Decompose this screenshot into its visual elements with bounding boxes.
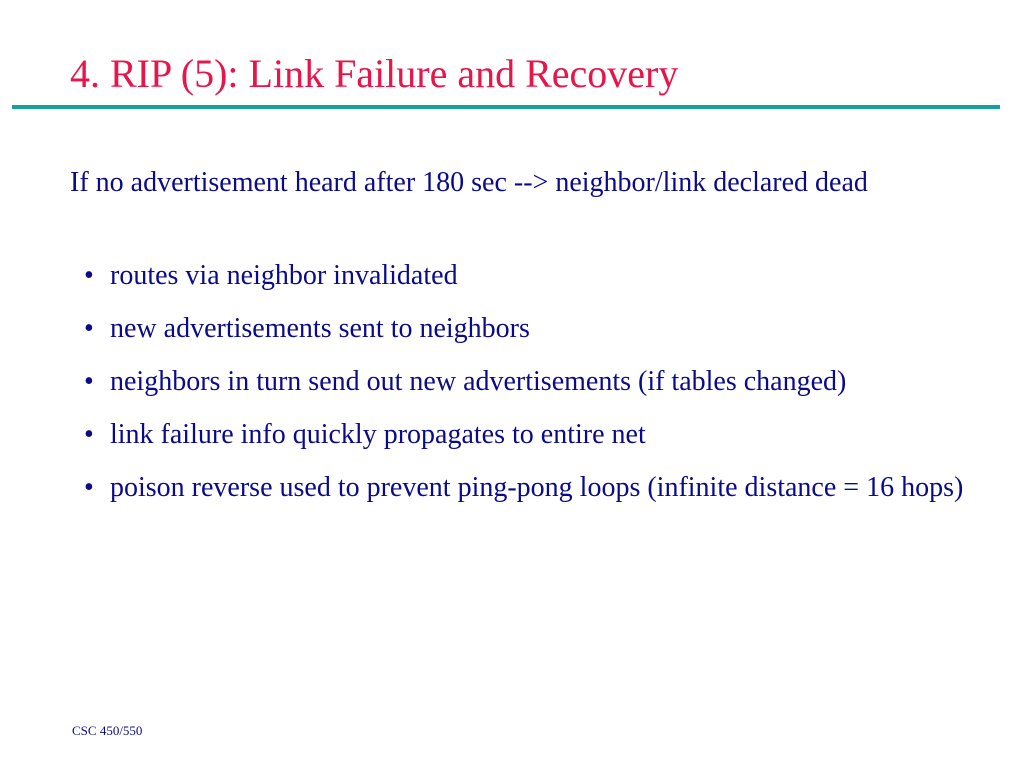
bullet-icon: • — [84, 366, 94, 397]
list-item — [84, 470, 984, 505]
bullet-text: poison reverse used to prevent ping-pong loops (infinite distance = 16 hops) — [110, 472, 964, 503]
title-divider — [12, 105, 1000, 109]
bullet-text: link failure info quickly propagates to entire net — [110, 419, 646, 450]
slide-title: 4. RIP (5): Link Failure and Recovery — [70, 51, 679, 96]
list-item — [84, 364, 984, 399]
bullet-icon: • — [84, 419, 94, 450]
bullet-text: new advertisements sent to neighbors — [110, 313, 530, 344]
list-item — [84, 258, 984, 293]
intro-text: If no advertisement heard after 180 sec --> neighbor/link declared dead — [70, 167, 868, 198]
footer-course-label: CSC 450/550 — [72, 723, 143, 738]
bullet-list — [84, 258, 984, 523]
bullet-text: neighbors in turn send out new advertisements (if tables changed) — [110, 366, 847, 397]
bullet-icon: • — [84, 472, 94, 503]
list-item — [84, 311, 984, 346]
bullet-icon: • — [84, 313, 94, 344]
bullet-icon: • — [84, 260, 94, 291]
list-item — [84, 417, 984, 452]
bullet-text: routes via neighbor invalidated — [110, 260, 458, 291]
